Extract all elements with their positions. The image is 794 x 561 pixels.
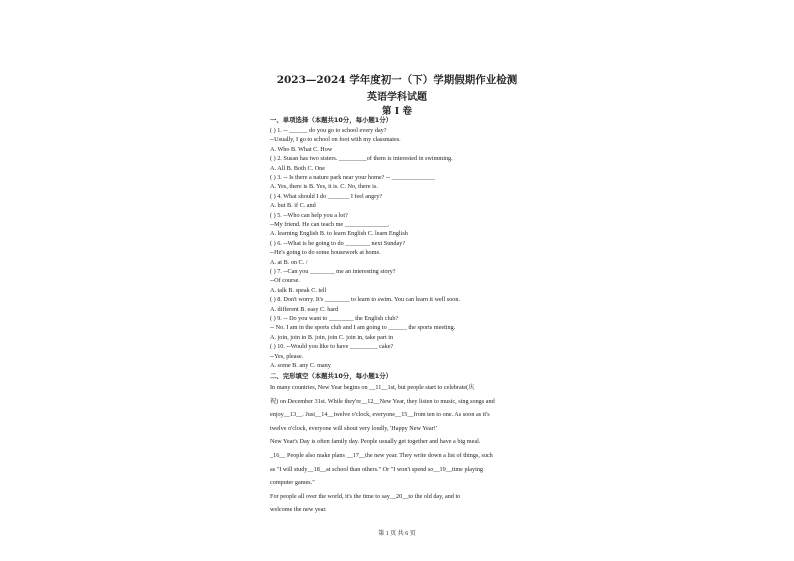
question-line: ( ) 9. -- Do you want to ________ the English club? — [270, 315, 399, 322]
cloze-line: In many countries, New Year begins on __11__1st, but people start to celebrate(庆 — [270, 384, 475, 391]
question-line: ( ) 10. --Would you like to have _________ cake? — [270, 343, 394, 351]
question-line: A. different B. easy C. hard — [270, 305, 339, 313]
question-line: ( ) 8. Don't worry. It's ________ to learn to swim. You can learn it well soon. — [270, 296, 461, 304]
cloze-line: 祝) on December 31st. While they're__12__New Year, they listen to music, sing songs and — [270, 397, 495, 405]
question-line: --Yes, please. — [270, 352, 304, 360]
question-line: ( ) 5. --Who can help you a lot? — [270, 211, 348, 219]
question-line: A. Yes, there is B. Yes, it is. C. No, there is. — [270, 183, 378, 191]
exam-title: 2023—2024 学年度初一（下）学期假期作业检测 — [276, 74, 518, 86]
question-line: A. at B. on C. / — [270, 258, 308, 266]
question-line: ( ) 3. -- Is there a nature park near your home? -- ______________ — [270, 174, 435, 181]
section-heading-1: 一、单项选择（本题共10分，每小题1分） — [270, 116, 392, 124]
question-line: --Of course. — [270, 277, 300, 285]
question-line: ( ) 6. --What is he going to do ________ next Sunday? — [270, 239, 406, 247]
cloze-line: New Year's Day is often family day. People usually get together and have a big meal. — [270, 438, 481, 446]
volume-label: 第 I 卷 — [381, 106, 413, 117]
question-line: A. All B. Both C. One — [270, 164, 326, 172]
cloze-line: welcome the new year. — [270, 506, 327, 514]
page-footer: 第 1 页 共 6 页 — [378, 531, 416, 537]
question-line: ( ) 7. --Can you ________ me an interesting story? — [270, 268, 396, 275]
question-line: A. learning English B. to learn English C. learn English — [270, 230, 408, 238]
question-line: A. some B. any C. many — [270, 362, 331, 369]
cloze-line: enjoy__13__. Just__14__twelve o'clock, everyone__15__from ten to one. As soon as it's — [270, 411, 490, 419]
section-heading-2: 二、完形填空（本题共10分，每小题1分） — [270, 372, 392, 380]
question-line: -- No. I am in the sports club and I am going to ______ the sports meeting. — [270, 324, 456, 332]
question-line: ( ) 4. What should I do _______ I feel angry? — [270, 192, 383, 200]
question-line: ( ) 1. -- ______ do you go to school every day? — [270, 127, 387, 134]
cloze-line: as "I will study__18__at school than others." Or "I won't spend so__19__time playing — [270, 465, 484, 473]
question-line: ( ) 2. Susan has two sisters. _________of them is interested in swimming. — [270, 155, 453, 163]
cloze-line: _16__ People also make plans __17__the new year. They write down a list of things, such — [270, 452, 493, 459]
cloze-line: For people all over the world, it's the time to say__20__to the old day, and to — [270, 492, 461, 500]
question-line: A. join, join in B. join, join C. join in, take part in — [270, 333, 394, 341]
question-line: --Usually, I go to school on foot with my classmates. — [270, 136, 401, 144]
question-line: A. Who B. What C. How — [270, 145, 333, 153]
question-line: A. talk B. speak C. tell — [270, 286, 327, 294]
exam-subtitle: 英语学科试题 — [367, 92, 427, 103]
cloze-line: twelve o'clock, everyone will shout very loudly, 'Happy New Year!' — [270, 424, 437, 432]
exam-page — [268, 62, 526, 544]
question-line: A. but B. if C. and — [270, 202, 316, 210]
cloze-line: computer games." — [270, 479, 315, 487]
question-line: --My friend. He can teach me ______________. — [270, 221, 390, 228]
question-line: --He's going to do some housework at home. — [270, 249, 381, 257]
